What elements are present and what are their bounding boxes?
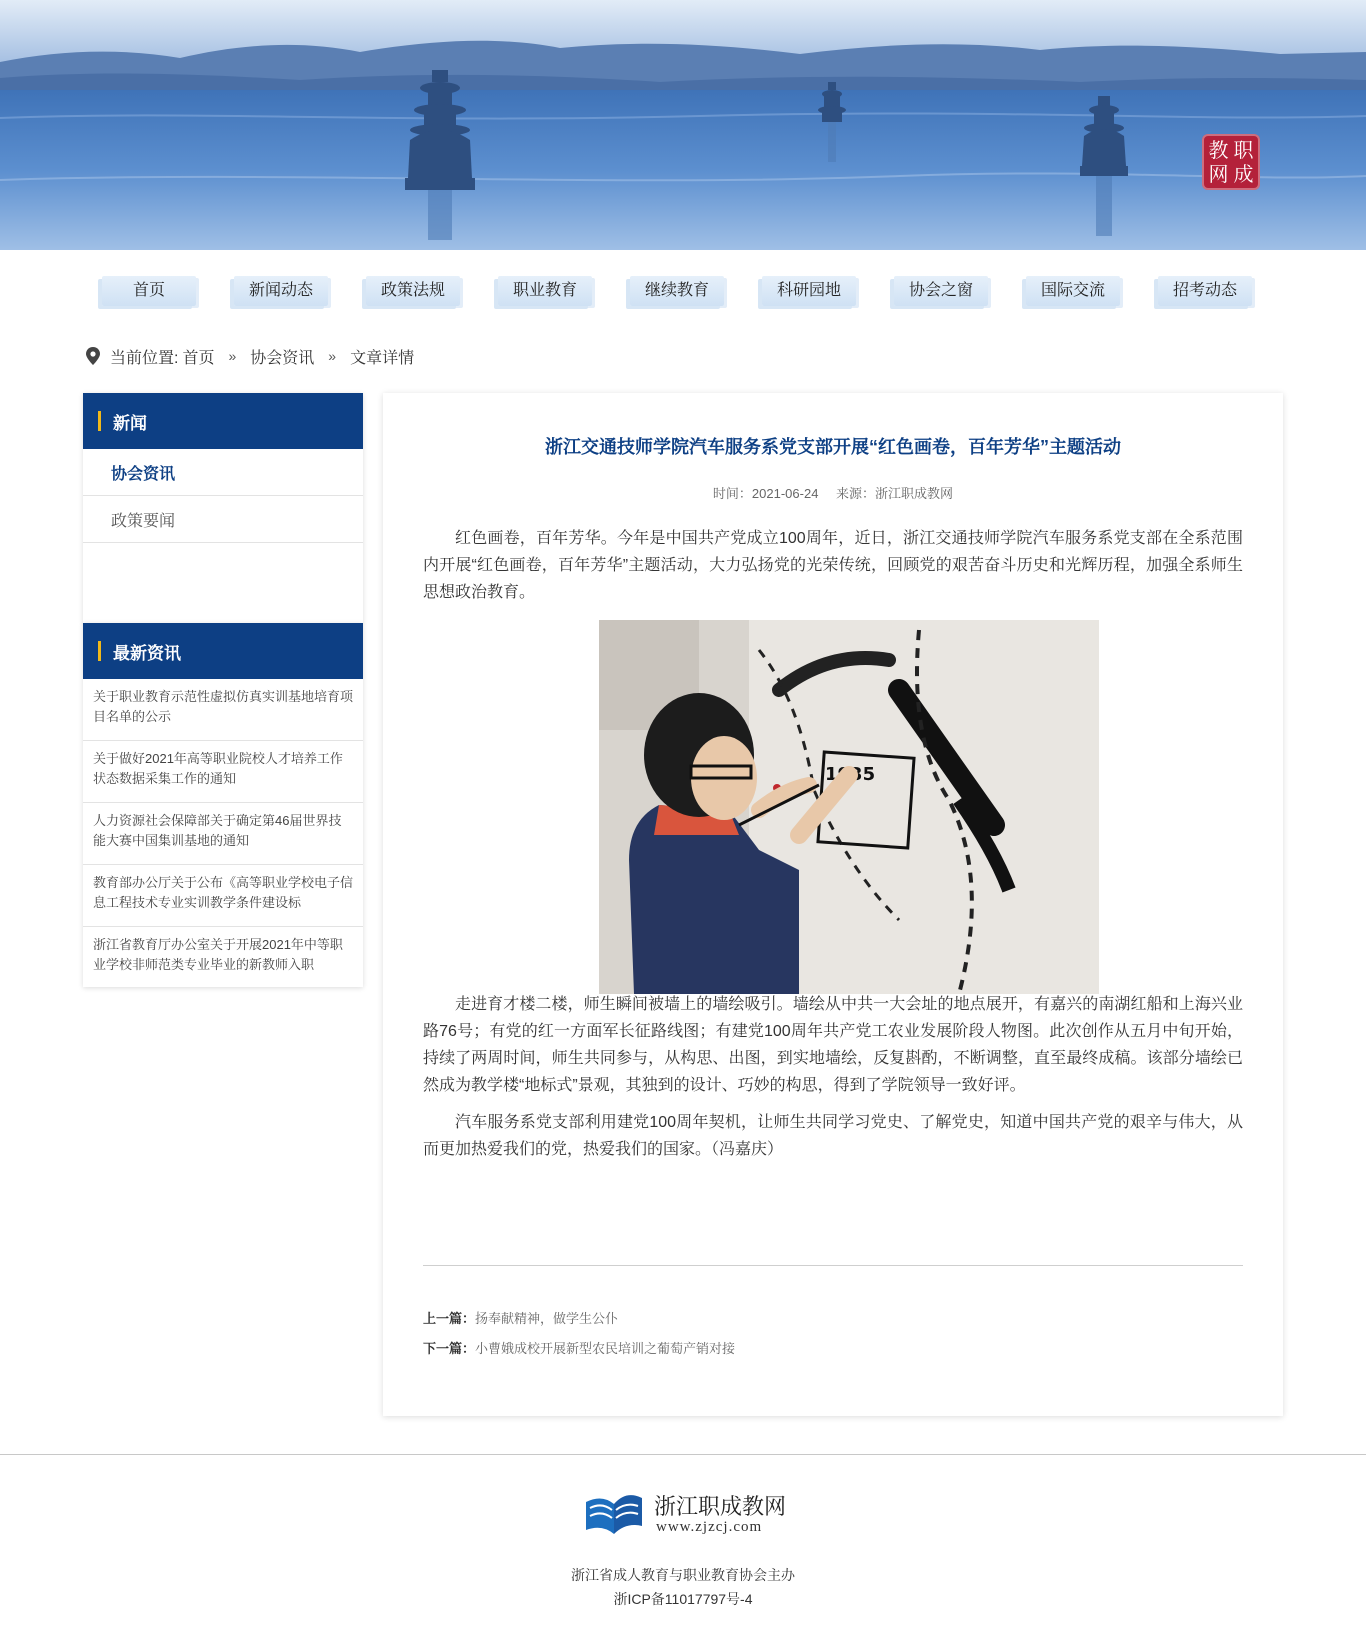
news-list-item[interactable]: 人力资源社会保障部关于确定第46届世界技能大赛中国集训基地的通知 [83, 803, 363, 865]
article-meta [383, 483, 1283, 502]
nav-continuing-education[interactable]: 继续教育 [630, 276, 724, 306]
footer-logo [582, 1488, 792, 1538]
main-nav [0, 250, 1366, 330]
breadcrumb-home-link[interactable]: 首页 [182, 349, 215, 367]
footer-organizer: 浙江省成人教育与职业教育协会主办 [571, 1567, 795, 1583]
nav-vocational-education[interactable]: 职业教育 [498, 276, 592, 306]
breadcrumb [86, 344, 414, 368]
footer-logo-name: 浙江职成教网 [654, 1494, 787, 1519]
sidebar-item-policy-news[interactable]: 政策要闻 [83, 496, 363, 543]
prev-title[interactable]: 扬奉献精神，做学生公仆 [475, 1311, 619, 1326]
mural-painting-photo [599, 620, 1099, 994]
sidebar-spacer [83, 543, 363, 623]
west-lake-scenery [0, 0, 1366, 250]
nav-association[interactable]: 协会之窗 [894, 276, 988, 306]
next-title[interactable]: 小曹娥成校开展新型农民培训之葡萄产销对接 [475, 1341, 736, 1356]
news-list-item[interactable]: 浙江省教育厅办公室关于开展2021年中等职业学校非师范类专业毕业的新教师入职 [93, 937, 343, 972]
news-list-item[interactable]: 关于职业教育示范性虚拟仿真实训基地培育项目名单的公示 [83, 679, 363, 741]
article-source: 来源：浙江职成教网 [836, 486, 954, 501]
latest-news-heading [83, 623, 363, 679]
breadcrumb-section-link[interactable]: 协会资讯 [250, 349, 315, 367]
heading-accent-bar [98, 411, 101, 431]
breadcrumb-separator-icon: » [228, 348, 237, 364]
article-panel [383, 393, 1283, 1416]
prev-label: 上一篇： [423, 1311, 476, 1326]
next-article-link[interactable] [423, 1338, 735, 1357]
article-divider [423, 1265, 1243, 1266]
nav-international[interactable]: 国际交流 [1026, 276, 1120, 306]
footer-logo-url: www.zjzcj.com [656, 1519, 763, 1535]
latest-news-list [83, 679, 363, 987]
nav-policy[interactable]: 政策法规 [366, 276, 460, 306]
article-paragraph-2: 走进育才楼二楼，师生瞬间被墙上的墙绘吸引。墙绘从中共一大会址的地点展开，有嘉兴的南湖红船和上海兴业路76号；有党的红一方面军长征路线图；有建党100周年共产党工农业发展阶段人物图。此次创作从五月中旬开始，持续了两周时间，师生共同参与，从构思、出图，到实地墙绘，反复斟酌，不断调整，直至最终成稿。该部分墙绘已然成为教学楼“地标式”景观，其独到的设计、巧妙的构思，得到了学院领导一致好评。 [423, 996, 1243, 1094]
category-heading [83, 393, 363, 449]
category-title: 新闻 [113, 413, 147, 433]
footer-divider [0, 1454, 1366, 1455]
breadcrumb-label: 当前位置: [110, 349, 179, 367]
heading-accent-bar [98, 641, 101, 661]
nav-news[interactable]: 新闻动态 [234, 276, 328, 306]
prev-article-link[interactable] [423, 1308, 618, 1327]
sidebar [83, 393, 363, 987]
header-banner [0, 0, 1366, 250]
article-paragraph-1: 红色画卷，百年芳华。今年是中国共产党成立100周年，近日，浙江交通技师学院汽车服务系党支部在全系范围内开展“红色画卷，百年芳华”主题活动，大力弘扬党的光荣传统，回顾党的艰苦奋斗历史和光辉历程，加强全系师生思想政治教育。 [423, 530, 1243, 601]
article-time: 时间：2021-06-24 [712, 486, 819, 501]
latest-news-panel [83, 623, 363, 987]
nav-research[interactable]: 科研园地 [762, 276, 856, 306]
sidebar-item-association-news[interactable]: 协会资讯 [83, 449, 363, 496]
news-list-item[interactable]: 教育部办公厅关于公布《高等职业学校电子信息工程技术专业实训教学条件建设标 [83, 865, 363, 927]
article-photo [599, 620, 1099, 994]
site-seal-logo: 教 职 网 成 [1202, 134, 1260, 190]
footer-icp[interactable]: 浙ICP备11017797号-4 [613, 1591, 753, 1607]
breadcrumb-separator-icon: » [328, 348, 337, 364]
news-list-item[interactable]: 关于做好2021年高等职业院校人才培养工作状态数据采集工作的通知 [83, 741, 363, 803]
article-title: 浙江交通技师学院汽车服务系党支部开展“红色画卷，百年芳华”主题活动 [545, 437, 1121, 457]
mural-year-text: 1935 [825, 764, 876, 785]
article-paragraph-3: 汽车服务系党支部利用建党100周年契机，让师生共同学习党史、了解党史，知道中国共产党的艰辛与伟大，从而更加热爱我们的党，热爱我们的国家。（冯嘉庆） [423, 1114, 1243, 1158]
nav-home[interactable]: 首页 [102, 276, 196, 306]
next-label: 下一篇： [423, 1341, 476, 1356]
breadcrumb-current: 文章详情 [350, 349, 415, 367]
category-panel [83, 393, 363, 623]
open-book-logo-icon [582, 1488, 646, 1536]
nav-admissions[interactable]: 招考动态 [1158, 276, 1252, 306]
location-pin-icon [86, 347, 100, 365]
latest-news-title: 最新资讯 [113, 643, 181, 663]
